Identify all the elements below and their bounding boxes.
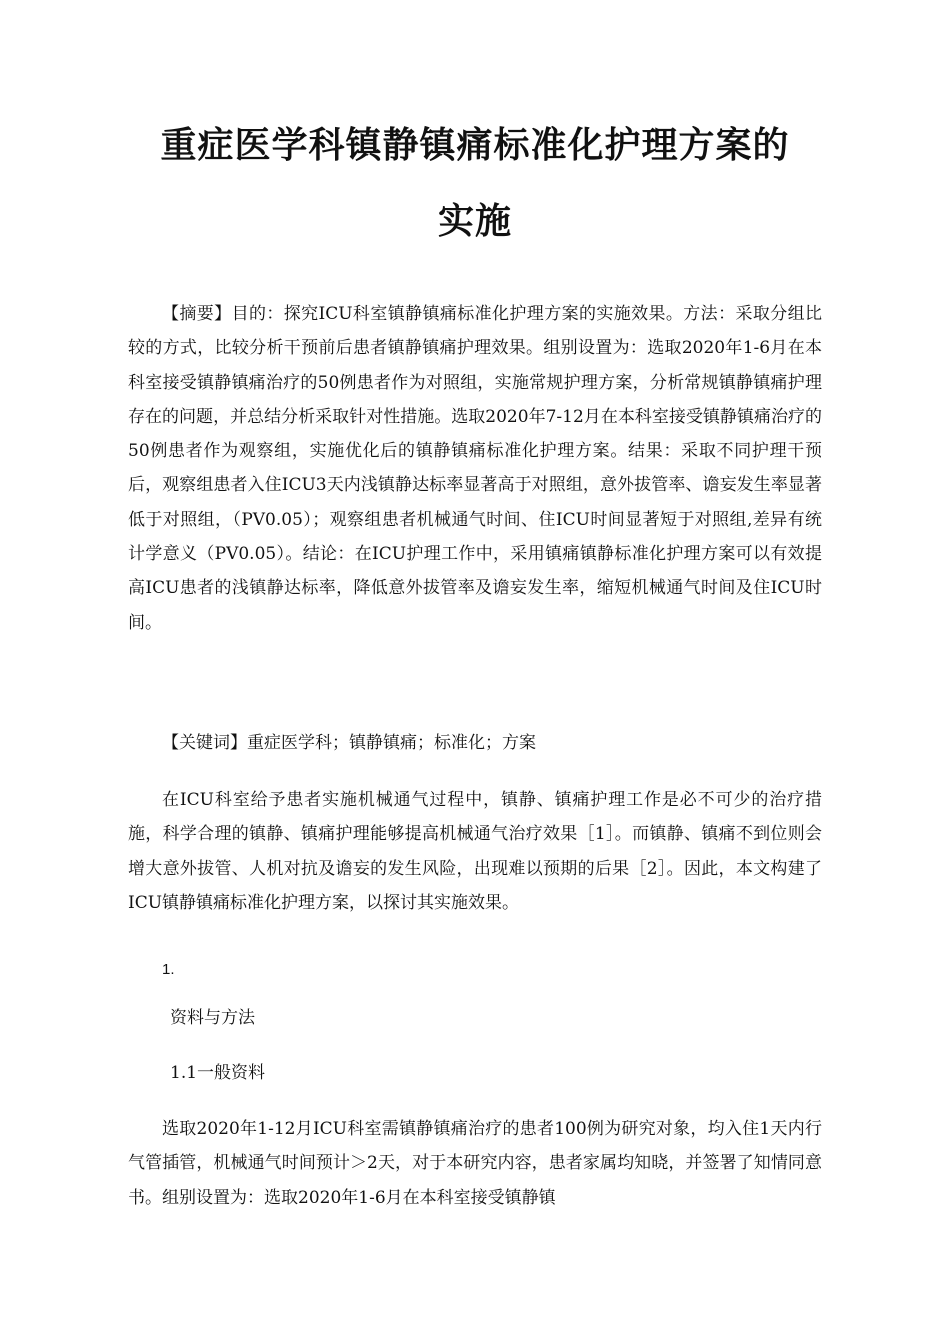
section-title: 资料与方法 <box>170 1008 255 1028</box>
abstract-label: 【摘要】 <box>162 304 232 324</box>
subsection-title: 1.1一般资料 <box>170 1063 266 1083</box>
abstract-text: 目的：探究ICU科室镇静镇痛标准化护理方案的实施效果。方法：采取分组比较的方式，比较分析干预前后患者镇静镇痛护理效果。组别设置为：选取2020年1-6月在本科室接受镇静镇痛治疗的50例患者作为对照组，实施常规护理方案，分析常规镇静镇痛护理存在的问题，并总结分析采取针对性措施。选取2020年7-12月在本科室接受镇静镇痛治疗的50例患者作为观察组，实施优化后的镇静镇痛标准化护理方案。结果：采取不同护理干预后，观察组患者入住ICU3天内浅镇静达标率显著高于对照组，意外拔管率、谵妄发生率显著低于对照组，（PV0.05）；观察组患者机械通气时间、住ICU时间显著短于对照组,差异有统计学意义（PV0.05）。结论：在ICU护理工作中，采用镇痛镇静标准化护理方案可以有效提高ICU患者的浅镇静达标率，降低意外拔管率及谵妄发生率，缩短机械通气时间及住ICU时间。 <box>128 304 822 633</box>
keywords-paragraph <box>128 726 822 760</box>
general-info-paragraph: 选取2020年1-12月ICU科室需镇静镇痛治疗的患者100例为研究对象，均入住1天内行气管插管，机械通气时间预计＞2天，对于本研究内容，患者家属均知晓，并签署了知情同意书。组别设置为：选取2020年1-6月在本科室接受镇静镇 <box>128 1119 822 1208</box>
keywords-text: 重症医学科；镇静镇痛；标准化；方案 <box>247 733 536 753</box>
keywords-label: 【关键词】 <box>162 733 247 753</box>
section-number: 1. <box>162 961 175 978</box>
document-title-line-2: 实施 <box>437 201 512 242</box>
abstract-paragraph <box>128 297 822 640</box>
intro-paragraph: 在ICU科室给予患者实施机械通气过程中，镇静、镇痛护理工作是必不可少的治疗措施，科学合理的镇静、镇痛护理能够提高机械通气治疗效果［1］。而镇静、镇痛不到位则会增大意外拔管、人机对抗及谵妄的发生风险，出现难以预期的后果［2］。因此，本文构建了ICU镇静镇痛标准化护理方案，以探讨其实施效果。 <box>128 790 822 913</box>
document-title-line-1: 重症医学科镇静镇痛标准化护理方案的 <box>160 125 790 166</box>
